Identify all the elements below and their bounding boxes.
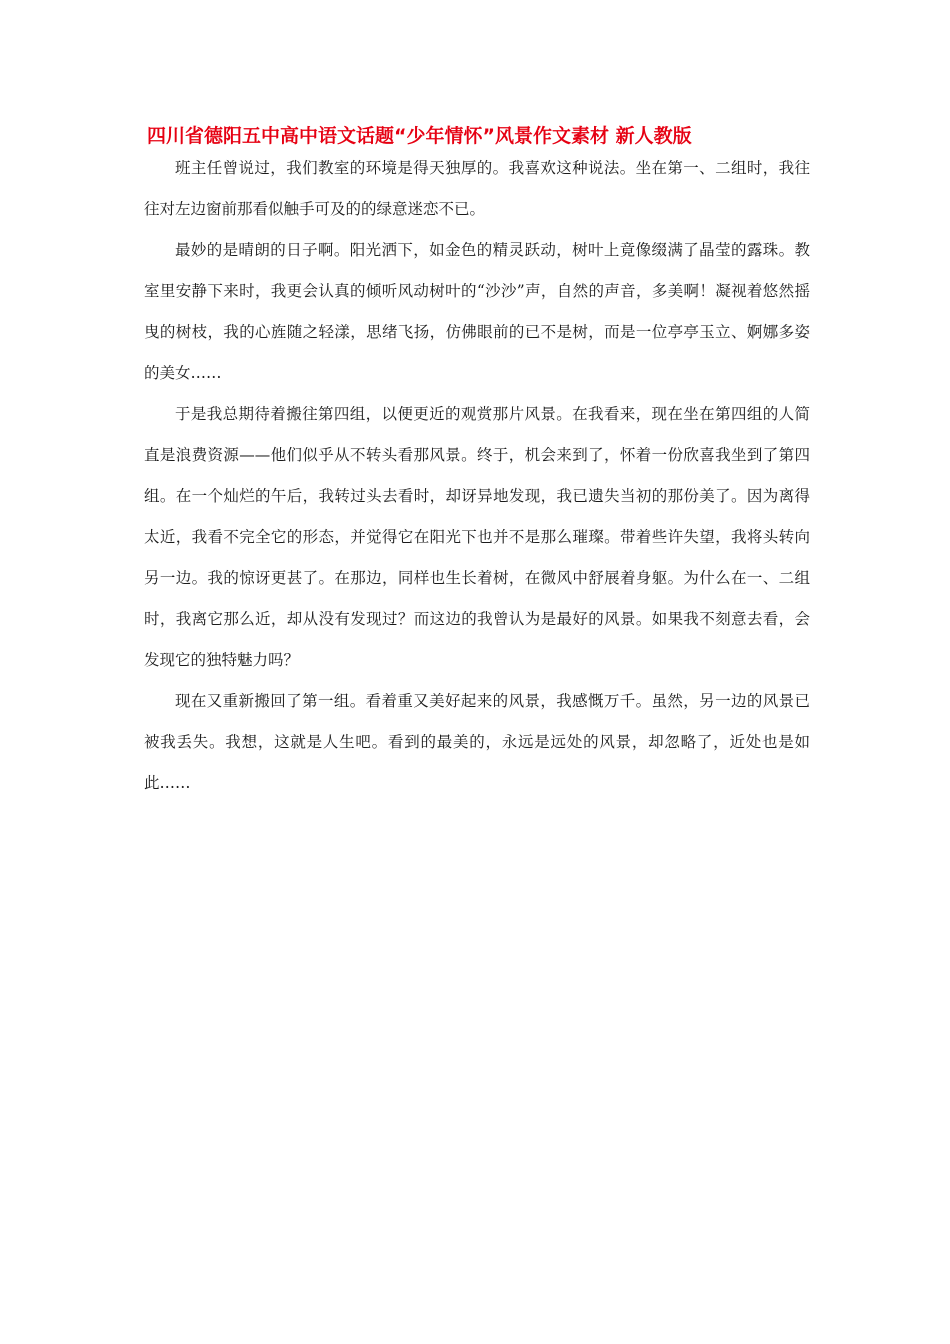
paragraph-1: 班主任曾说过，我们教室的环境是得天独厚的。我喜欢这种说法。坐在第一、二组时，我往往对左边窗前那看似触手可及的的绿意迷恋不已。 [144,159,810,218]
document-title: 四川省德阳五中高中语文话题“少年情怀”风景作文素材 新人教版 [147,125,692,147]
paragraph-4: 现在又重新搬回了第一组。看着重又美好起来的风景，我感慨万千。虽然，另一边的风景已被我丢失。我想，这就是人生吧。看到的最美的，永远是远处的风景，却忽略了，近处也是如此…… [144,692,810,792]
document-body [144,148,810,804]
paragraph-2: 最妙的是晴朗的日子啊。阳光洒下，如金色的精灵跃动，树叶上竟像缀满了晶莹的露珠。教室里安静下来时，我更会认真的倾听风动树叶的“沙沙”声，自然的声音，多美啊！凝视着悠然摇曳的树枝，我的心旌随之轻漾，思绪飞扬，仿佛眼前的已不是树，而是一位亭亭玉立、婀娜多姿的美女…… [144,241,810,382]
paragraph-3: 于是我总期待着搬往第四组，以便更近的观赏那片风景。在我看来，现在坐在第四组的人简直是浪费资源——他们似乎从不转头看那风景。终于，机会来到了，怀着一份欣喜我坐到了第四组。在一个灿烂的午后，我转过头去看时，却讶异地发现，我已遗失当初的那份美了。因为离得太近，我看不完全它的形态，并觉得它在阳光下也并不是那么璀璨。带着些许失望，我将头转向另一边。我的惊讶更甚了。在那边，同样也生长着树，在微风中舒展着身躯。为什么在一、二组时，我离它那么近，却从没有发现过？而这边的我曾认为是最好的风景。如果我不刻意去看，会发现它的独特魅力吗？ [144,405,810,669]
